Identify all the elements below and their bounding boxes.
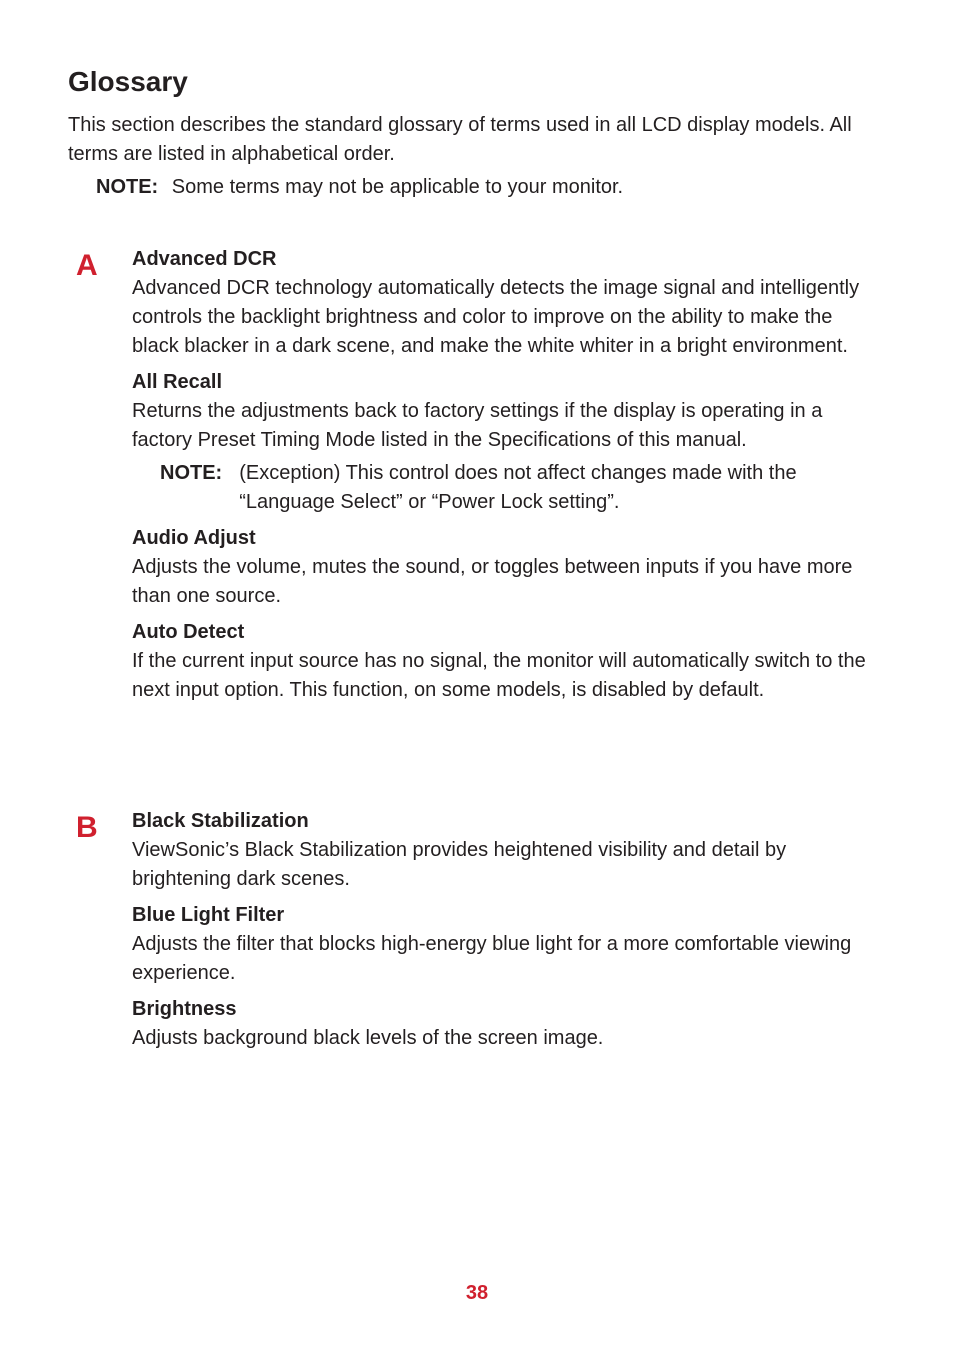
section-letter-b: B — [76, 811, 98, 844]
term-description: Adjusts background black levels of the screen image. — [132, 1027, 604, 1049]
term-name: Audio Adjust — [132, 527, 256, 549]
page-number: 38 — [465, 1282, 489, 1304]
term-name: Brightness — [132, 998, 237, 1020]
glossary-term-blue-light-filter — [132, 901, 882, 988]
term-name: Auto Detect — [132, 621, 245, 643]
intro-paragraph: This section describes the standard glossary of terms used in all LCD display models. All terms are listed in alphabetical order. — [68, 114, 852, 165]
term-name: Black Stabilization — [132, 810, 309, 832]
section-a — [132, 245, 882, 712]
glossary-term-advanced-dcr — [132, 245, 882, 361]
term-name: Advanced DCR — [132, 248, 277, 270]
term-description: Advanced DCR technology automatically detects the image signal and intelligently controls the backlight brightness and color to improve on the ability to make the black blacker in a dark scene, and make the white whiter in a bright environment. — [132, 277, 860, 357]
term-description: Returns the adjustments back to factory settings if the display is operating in a factory Preset Timing Mode listed in the Specifications of this manual. — [132, 400, 823, 451]
note-label: NOTE: — [96, 176, 159, 198]
glossary-term-audio-adjust — [132, 524, 882, 611]
page-title: Glossary — [68, 66, 188, 97]
glossary-term-all-recall — [132, 368, 882, 517]
note-text: (Exception) This control does not affect changes made with the “Language Select” or “Power Lock setting”. — [239, 462, 797, 513]
term-description: If the current input source has no signal, the monitor will automatically switch to the next input option. This function, on some models, is disabled by default. — [132, 650, 866, 701]
glossary-term-black-stabilization — [132, 807, 882, 894]
intro-note — [96, 173, 623, 202]
note-text: Some terms may not be applicable to your monitor. — [171, 176, 624, 198]
term-description: Adjusts the filter that blocks high-energy blue light for a more comfortable viewing experience. — [132, 933, 852, 984]
note-label: NOTE: — [160, 462, 223, 484]
term-note — [160, 459, 882, 517]
glossary-term-brightness — [132, 995, 882, 1053]
section-letter-a: A — [76, 249, 98, 282]
term-name: All Recall — [132, 371, 223, 393]
term-description: ViewSonic’s Black Stabilization provides heightened visibility and detail by brightening dark scenes. — [132, 839, 787, 890]
term-description: Adjusts the volume, mutes the sound, or toggles between inputs if you have more than one source. — [132, 556, 853, 607]
section-b — [132, 807, 882, 1060]
term-name: Blue Light Filter — [132, 904, 285, 926]
glossary-term-auto-detect — [132, 618, 882, 705]
